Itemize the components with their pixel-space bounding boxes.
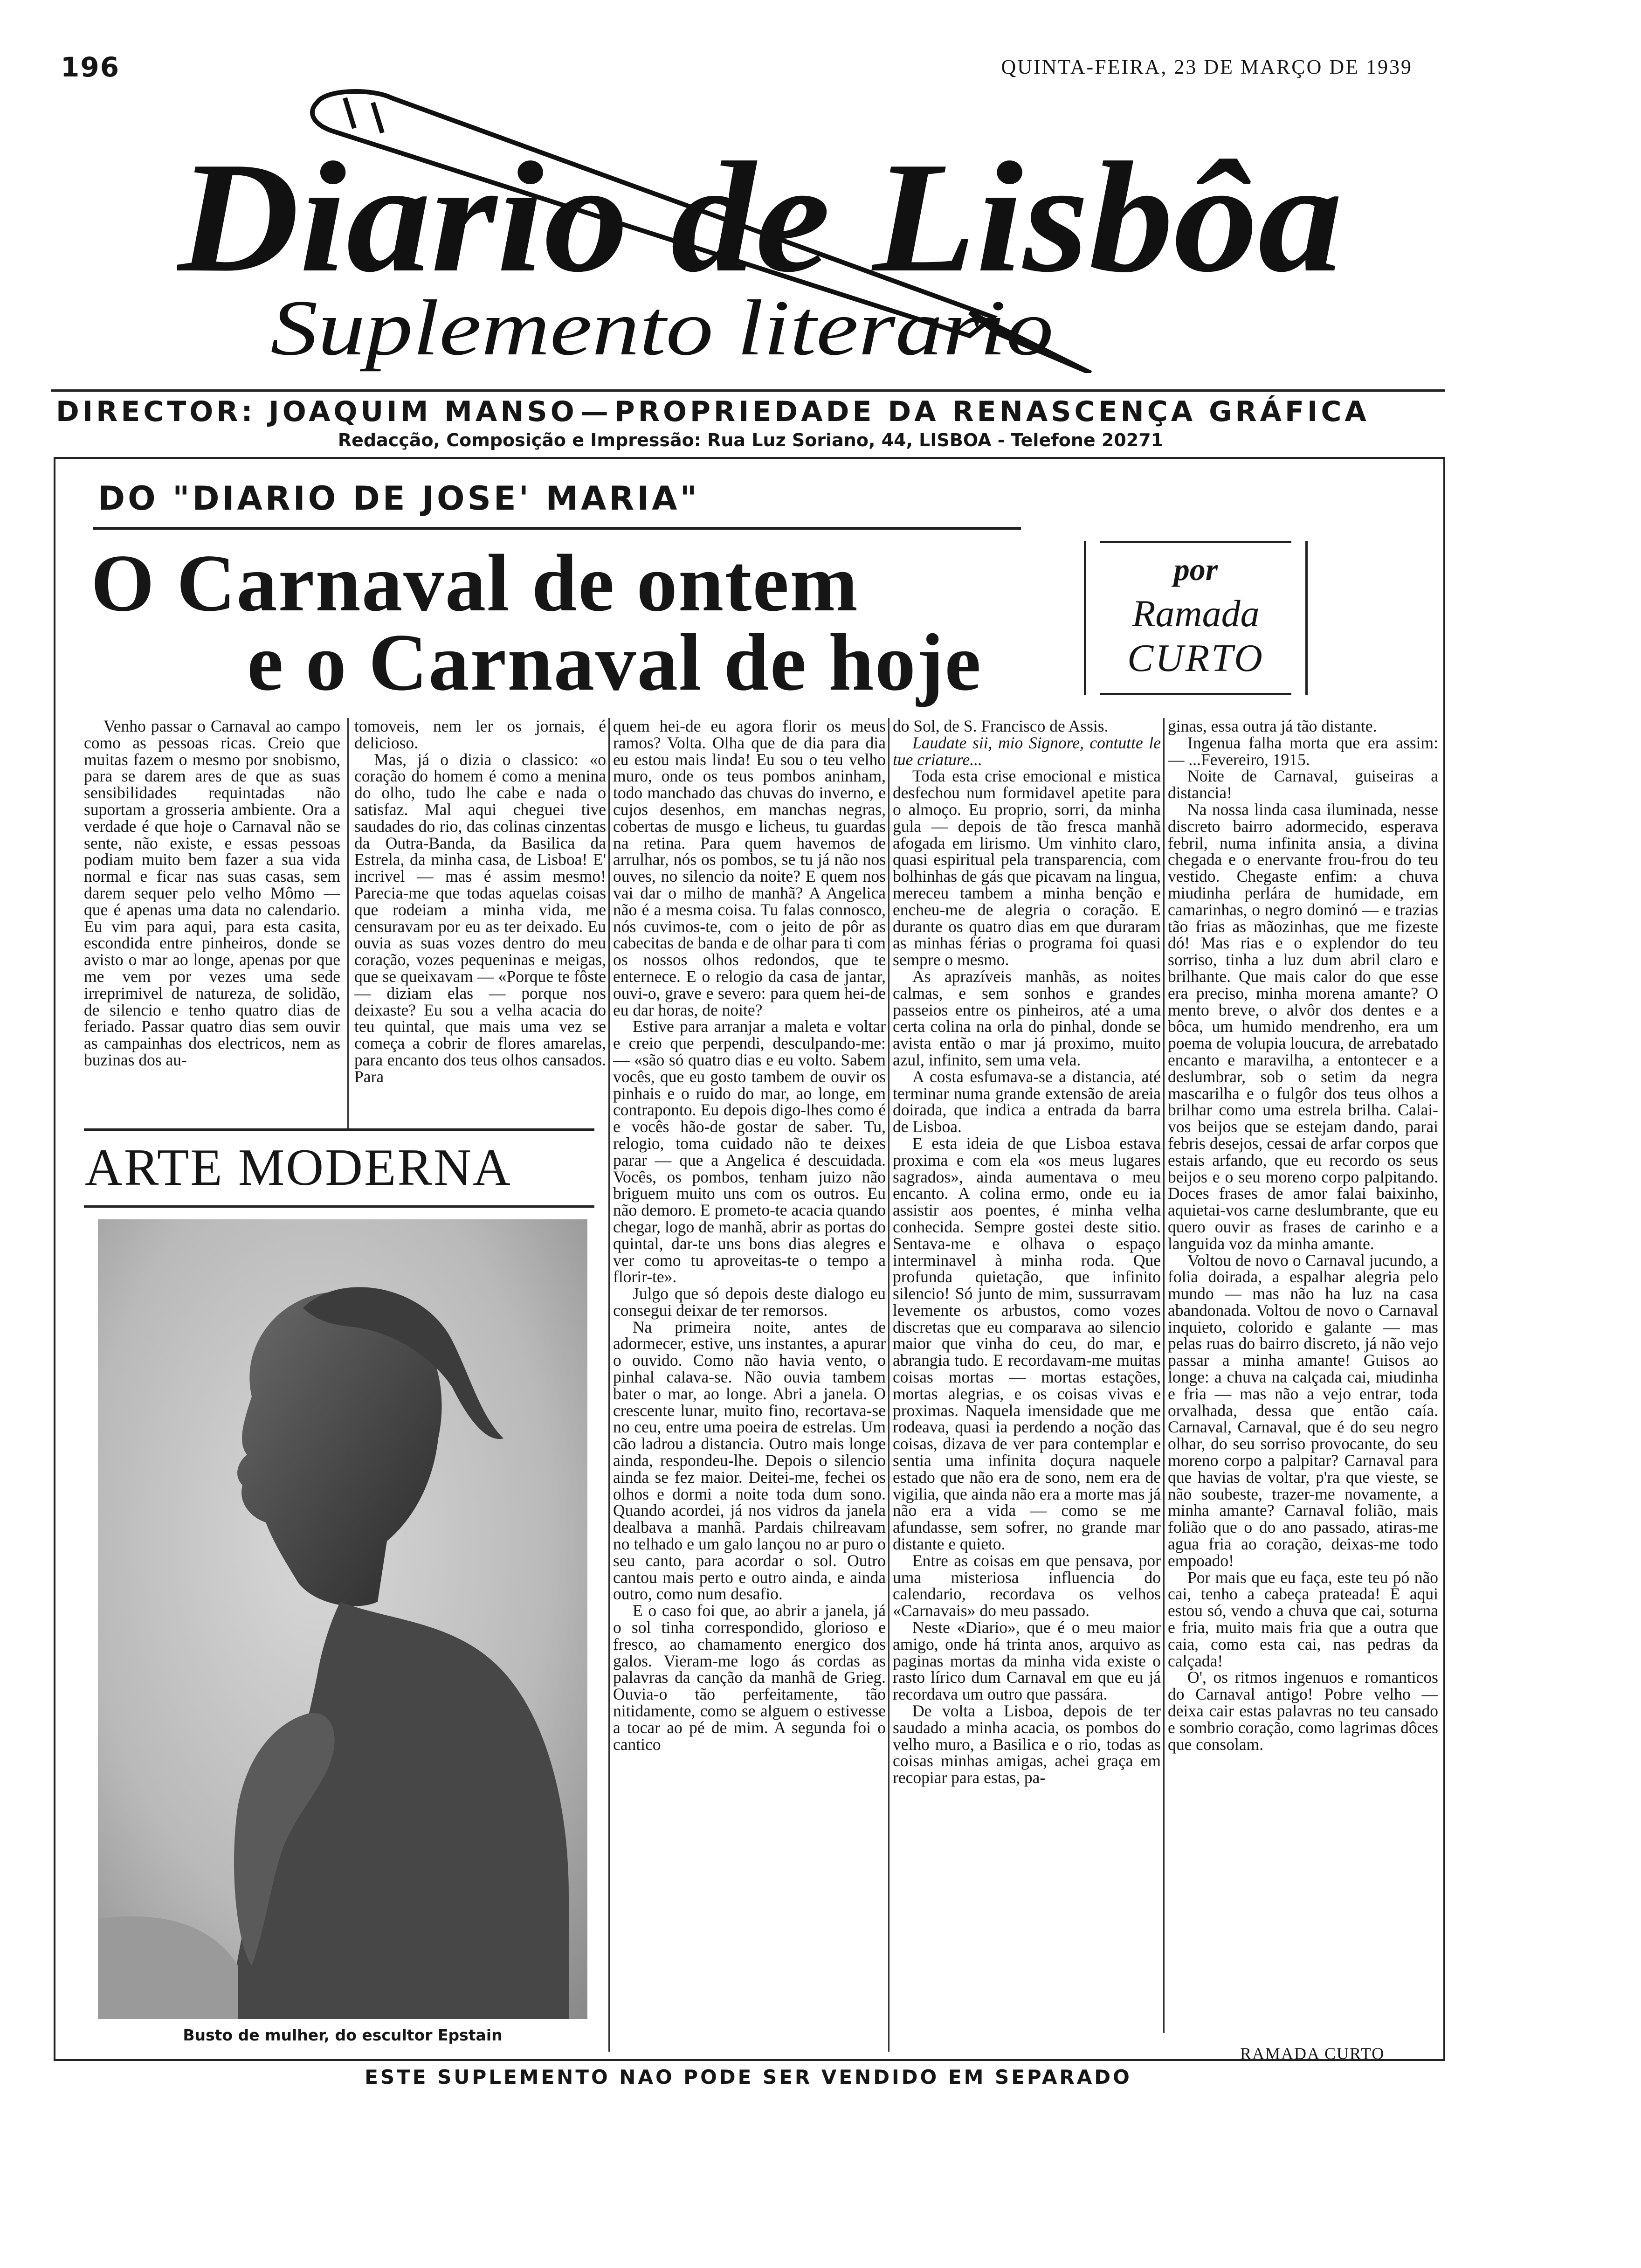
byline-surname: CURTO <box>1127 636 1264 680</box>
paragraph: Na primeira noite, antes de adormecer, estive, uns instantes, a apurar o ouvido. Como não havia vento, o pinhal calava-se. Não ouvia tambem bater o mar, ao longe. Abri a janela. O crescente lunar, muito fino, recortava-se no ceu, entre uma poeira de estrelas. Um cão ladrou a distancia. Outro mais longe ainda, respondeu-lhe. Depois o silencio ainda se fez maior. Deitei-me, fechei os olhos e dormi a noite toda dum sono. Quando acordei, já nos vidros da janela dealbava a manhã. Pardais chilreavam no telhado e um galo lançou no ar puro o seu canto, para acordar o sol. Outro cantou mais perto e outro ainda, e ainda outro, como num desafio. <box>613 1317 886 1604</box>
masthead-logo <box>177 75 1352 373</box>
masthead-title: Diario de Lisbôa <box>177 129 1343 305</box>
paragraph: Por mais que eu faça, este teu pó não cai, tenho a cabeça prateada! E aqui estou só, vendo a chuva que cai, soturna e fria, muito mais fria que a outra que caia, como esta cai, nas pedras da calçada! <box>1168 1568 1438 1670</box>
director-name: JOAQUIM MANSO <box>269 395 578 428</box>
quote-paragraph: Laudate sii, mio Signore, contutte le tue criature... <box>893 733 1161 769</box>
paragraph: Noite de Carnaval, guiseiras a distancia! <box>1168 767 1438 802</box>
column-divider <box>1163 718 1165 2033</box>
arte-bottom-rule <box>84 1205 594 1208</box>
issue-date: QUINTA-FEIRA, 23 DE MARÇO DE 1939 <box>1001 55 1413 78</box>
sculpture-photo <box>98 1219 587 2019</box>
top-rule <box>51 389 1445 392</box>
paragraph: Venho passar o Carnaval ao campo como as pessoas ricas. Creio que muitas fazem o mesmo por snobismo, para se darem ares de que as suas sensibilidades requintadas não suportam a grosseria ambiente. Ora a verdade é que hoje o Carnaval não se sente, não existe, e essas pessoas podiam muito bem fazer a sua vida normal e ficar nas suas casas, sem darem sequer pelo velho Mômo — que é apenas uma data no calendario. Eu vim para aqui, para esta casita, escondida entre pinheiros, donde se avisto o mar ao longe, apenas por que me vem por vezes uma sede irreprimivel de natureza, de solidão, de silencio e tenho quatro dias de feriado. Passar quatro dias sem ouvir as campainhas dos electricos, nem as buzinas dos au- <box>84 718 340 1069</box>
photo-caption: Busto de mulher, do escultor Epstain <box>183 2026 503 2044</box>
property-line: PROPRIEDADE DA RENASCENÇA GRÁFICA <box>614 395 1370 428</box>
page-number: 196 <box>61 51 120 83</box>
article-column-1 <box>84 718 340 1132</box>
paragraph: Ingenua falha morta que era assim: — ...Fevereiro, 1915. <box>1168 733 1438 769</box>
paragraph: Na nossa linda casa iluminada, nesse discreto bairro adormecido, esperava febril, numa infinita ansia, a divina chegada e o enervante frou-frou do teu vestido. Chegaste enfim: a chuva miudinha perlára de humidade, em camarinhas, o negro dominó — e trazias tão frias as mãozinhas, que me fizeste dó! Mas rias e o explendor do teu sorriso, tinha a luz dum abril claro e brilhante. Que mais calor do que esse era preciso, minha morena amante? O mento breve, o alvôr dos dentes e a bôca, um humido mendrenho, era um poema de volupia loucura, de arrebatado encanto e maravilha, a entontecer e a deslumbrar, sob o setim da negra mascarilha e o fulgôr dos teus olhos a brilhar como uma estrela brilha. Calai-vos beijos que se estejam dando, parai febris desejos, cessai de arfar corpos que estais arfando, que eu recordo os seus beijos e o seu moreno corpo palpitando. Doces frases de amor falai baixinho, aquietai-vos carne deslumbrante, que eu quero ouvir as frases de carinho e a languida voz da minha amante. <box>1168 800 1438 1253</box>
paragraph: Mas, já o dizia o classico: «o coração do homem é como a menina do olho, tudo lhe cabe e nada o satisfaz. Mal aqui cheguei tive saudades do rio, das colinas cinzentas da Outra-Banda, da Basilica da Estrela, da minha casa, de Lisboa! E' incrivel — mas é assim mesmo! Parecia-me que todas aquelas coisas que rodeiam a minha vida, me censuravam por eu as ter deixado. Eu ouvia as suas vozes dentro do meu coração, vozes pequeninas e meigas, que se queixavam — «Porque te fôste — diziam elas — porque nos deixaste? Eu sou a velha acacia do teu quintal, que mais uma vez se começa a cobrir de flores amarelas, para encanto dos teus olhos cansados. Para <box>354 750 606 1086</box>
paragraph: Voltou de novo o Carnaval jucundo, a folia doirada, a espalhar alegria pelo mundo — mas não ha luz na casa abandonada. Voltou de novo o Carnaval inquieto, colorido e galante — mas pelas ruas do bairro discreto, já não vejo passar a minha amante! Guisos ao longe: a chuva na calçada cai, miudinha e fria — mas não a vejo entrar, toda orvalhada, dessa que então caía. Carnaval, Carnaval, que é do seu negro olhar, do seu sorriso provocante, do seu moreno corpo a palpitar? Carnaval para que havias de voltar, p'ra que vieste, se não soubeste, trazer-me novamente, a minha amante? Carnaval folião, mais folião que o do ano passado, atiras-me agua fria ao coração, deixas-me todo empoado! <box>1168 1251 1438 1570</box>
paragraph: A costa esfumava-se a distancia, até terminar numa grande extensão de areia doirada, que indica a entrada da barra de Lisboa. <box>893 1067 1161 1136</box>
article-column-5 <box>1168 718 1438 2040</box>
article-kicker: DO "DIARIO DE JOSE' MARIA" <box>98 479 700 518</box>
paragraph: tomoveis, nem ler os jornais, é delicioso. <box>354 718 606 752</box>
article-column-3 <box>613 718 886 2052</box>
paragraph: E esta ideia de que Lisboa estava proxima e com ela «os meus lugares sagrados», ainda aumentava o meu encanto. A colina ermo, onde eu ia assistir aos poentes, é minha velha conhecida. Sempre gostei deste sitio. Sentava-me e olhava o espaço interminavel à minha roda. Que profunda quietação, que infinito silencio! Só junto de mim, sussurravam levemente os arbustos, como vozes discretas que eu comparava ao silencio maior que vinha do ceu, do mar, e abrangia tudo. E recordavam-me muitas coisas mortas — mortas estações, mortas alegrias, e os coisas vivas e proximas. Naquela imensidade que me rodeava, quasi ia perdendo a noção das coisas, dizava de ver para contemplar e sentia uma infinita doçura naquele estado que não era de sono, nem era de vigilia, que ainda não era a morte mas já não era a vida — como se me afundasse, sem sofrer, no grande mar distante e quieto. <box>893 1134 1161 1554</box>
byline-por: por <box>1173 552 1218 587</box>
paragraph: As aprazíveis manhãs, as noites calmas, e sem sonhos e grandes passeios entre os pinheiros, até a uma certa colina na orla do pinhal, donde se avista então o mar já proximo, muito azul, infinito, sem uma vela. <box>893 967 1161 1069</box>
column-divider <box>347 718 349 1128</box>
article-column-2 <box>354 718 606 1132</box>
column-divider <box>608 718 610 2052</box>
headline-line-1: O Carnaval de ontem <box>91 538 859 628</box>
paragraph: Julgo que só depois deste dialogo eu consegui deixar de ter remorsos. <box>613 1284 886 1320</box>
paragraph: do Sol, de S. Francisco de Assis. <box>893 718 1109 735</box>
paragraph: Neste «Diario», que é o meu maior amigo, onde há trinta anos, arquivo as paginas mortas da minha vida existe o rasto lírico dum Carnaval em que eu já recordava um outro que passára. <box>893 1618 1161 1704</box>
masthead-subtitle: Suplemento literario <box>270 284 1054 372</box>
byline-box <box>1084 541 1308 695</box>
footer-notice: ESTE SUPLEMENTO NAO PODE SER VENDIDO EM SEPARADO <box>365 2066 1132 2088</box>
paragraph: Entre as coisas em que pensava, por uma misteriosa influencia do calendario, recordava os velhos «Carnavais» do meu passado. <box>893 1551 1161 1620</box>
paragraph: ginas, essa outra já tão distante. <box>1168 718 1377 735</box>
director-label: DIRECTOR: <box>56 395 256 428</box>
paragraph: E o caso foi que, ao abrir a janela, já o sol tinha correspondido, glorioso e fresco, ao chamamento energico dos galos. Vieram-me logo ás cordas as palavras da canção da manhã de Grieg. Ouvia-o tão perfeitamente, tão nitidamente, como se alguem o estivesse a tocar ao pé de mim. A segunda foi o cantico <box>613 1601 886 1754</box>
paragraph: quem hei-de eu agora florir os meus ramos? Volta. Olha que de dia para dia eu estou mais linda! Eu sou o teu velho muro, onde os teus pombos aninham, todo manchado das chuvas do inverno, e cujos desenhos, em manchas negras, cobertas de musgo e licheus, tu guardas na retina. Para quem havemos de arrulhar, nós os pombos, se tu já não nos ouves, no silencio da noite? E quem nos vai dar o milho de manhã? A Angelica não é a mesma coisa. Tu falas connosco, nós cuvimos-te, com o jeito de pôr as cabecitas de banda e de olhar para ti com os nossos olhos redondos, que te enternece. E o relogio da casa de jantar, ouvi-o, grave e severo: para quem hei-de eu dar horas, de noite? <box>613 718 886 1019</box>
paragraph: O', os ritmos ingenuos e romanticos do Carnaval antigo! Pobre velho — deixa cair estas palavras no teu cansado e sombrio coração, como lagrimas dôces que consolam. <box>1168 1668 1438 1754</box>
paragraph: De volta a Lisboa, depois de ter saudado a minha acacia, os pombos do velho muro, a Basilica e o rio, todas as coisas minhas amigas, achei graça em recopiar para estas, pa- <box>893 1701 1161 1787</box>
author-signature: RAMADA CURTO <box>1240 2044 1385 2063</box>
byline-name: Ramada <box>1132 592 1260 635</box>
director-line: DIRECTOR: JOAQUIM MANSO — PROPRIEDADE DA RENASCENÇA GRÁFICA <box>56 395 1370 428</box>
paragraph: Toda esta crise emocional e mistica desfechou num formidavel apetite para o almoço. Eu proprio, sorri, da minha gula — depois de tão fresca manhã afogada em lirismo. Um vinhito claro, quasi espiritual pela transparencia, com bolhinhas de gás que picavam na lingua, mereceu tambem a minha benção e encheu-me de alegria o coração. E durante os quatro dias em que duraram as minhas férias o programa foi quasi sempre o mesmo. <box>893 767 1161 969</box>
headline-line-2: e o Carnaval de hoje <box>247 617 982 707</box>
column-divider <box>888 718 889 2052</box>
arte-moderna-title: ARTE MODERNA <box>85 1139 512 1196</box>
address-line: Redacção, Composição e Impressão: Rua Luz Soriano, 44, LISBOA - Telefone 20271 <box>338 430 1164 450</box>
kicker-underline <box>93 527 1021 530</box>
article-column-4 <box>893 718 1161 2052</box>
arte-top-rule <box>84 1128 594 1131</box>
paragraph: Estive para arranjar a maleta e voltar e creio que perpendi, desculpando-me: — «são só quatro dias e eu volto. Sabem vocês, que eu gosto tambem de ouvir os pinhais e o ruido do mar, ao longe, em contraponto. Eu depois digo-lhes como é e vocês hão-de gostar de saber. Tu, relogio, toma cuidado não te deixes parar — que a Angelica é descuidada. Vocês, os pombos, tenham juizo não briguem muito uns com os outros. Eu não demoro. E prometo-te acacia quando chegar, logo de manhã, abrir as portas do quintal, dar-te uns bons dias alegres e ver como tu aproveitas-te o tempo a florir-te». <box>613 1017 886 1286</box>
